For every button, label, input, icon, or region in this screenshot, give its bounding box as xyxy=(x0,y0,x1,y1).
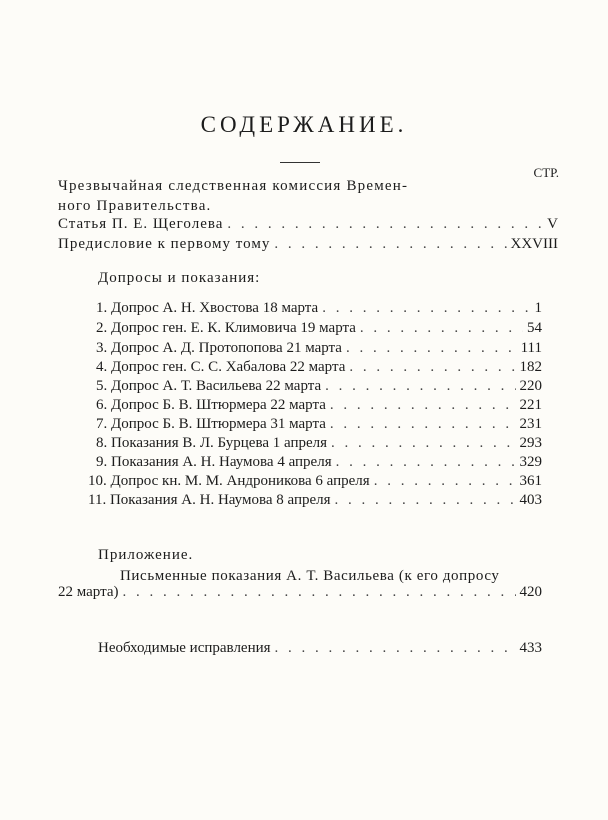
intro-line-2: ного Правительства. xyxy=(58,198,212,214)
leader-dots xyxy=(335,492,516,509)
leader-dots xyxy=(346,340,517,357)
page-title: СОДЕРЖАНИЕ. xyxy=(200,112,408,137)
leader-dots xyxy=(275,640,516,657)
title-rule xyxy=(280,162,320,163)
section-heading-appendix: Приложение. xyxy=(98,547,194,563)
toc-entry-article xyxy=(58,216,558,236)
list-item xyxy=(96,378,542,398)
toc-entry-page: V xyxy=(547,216,558,232)
list-item-page: 361 xyxy=(519,473,542,489)
leader-dots xyxy=(336,454,516,471)
intro-line-1: Чрезвычайная следственная комиссия Времен- xyxy=(58,178,409,194)
leader-dots xyxy=(322,300,530,317)
leader-dots xyxy=(331,435,515,452)
list-item xyxy=(96,416,542,436)
leader-dots xyxy=(360,320,523,337)
appendix-entry-label: 22 марта) xyxy=(58,584,119,600)
leader-dots xyxy=(349,359,515,376)
section-heading-interrogations: Допросы и показания: xyxy=(98,270,261,286)
list-item-page: 403 xyxy=(519,492,542,508)
list-item xyxy=(96,435,542,455)
appendix-line-1: Письменные показания А. Т. Васильева (к его допросу xyxy=(120,568,500,584)
corrections-page: 433 xyxy=(519,640,542,656)
list-item xyxy=(96,397,542,417)
page-column-label: СТР. xyxy=(533,165,559,180)
leader-dots xyxy=(227,216,543,233)
leader-dots xyxy=(325,378,515,395)
list-item-page: 293 xyxy=(519,435,542,451)
leader-dots xyxy=(374,473,516,490)
list-item-label: 10. Допрос кн. М. М. Андроникова 6 апреля xyxy=(88,473,370,489)
appendix-entry xyxy=(58,584,542,604)
list-item xyxy=(96,300,542,320)
list-item-page: 231 xyxy=(519,416,542,432)
list-item-page: 54 xyxy=(527,320,542,336)
toc-entry-page: XXVIII xyxy=(510,236,558,252)
leader-dots xyxy=(274,236,506,253)
leader-dots xyxy=(330,397,516,414)
list-item-page: 221 xyxy=(519,397,542,413)
leader-dots xyxy=(330,416,516,433)
list-item xyxy=(96,320,542,340)
list-item-label: 3. Допрос А. Д. Протопопова 21 марта xyxy=(96,340,342,356)
list-item xyxy=(96,454,542,474)
list-item-label: 7. Допрос Б. В. Штюрмера 31 марта xyxy=(96,416,326,432)
list-item-page: 182 xyxy=(519,359,542,375)
toc-entry-label: Предисловие к первому тому xyxy=(58,236,271,252)
list-item xyxy=(96,340,542,360)
list-item-label: 11. Показания А. Н. Наумова 8 апреля xyxy=(88,492,331,508)
corrections-label: Необходимые исправления xyxy=(98,640,271,656)
list-item xyxy=(96,359,542,379)
list-item-page: 329 xyxy=(519,454,542,470)
list-item-page: 220 xyxy=(519,378,542,394)
list-item-page: 111 xyxy=(520,340,542,356)
leader-dots xyxy=(123,584,516,601)
list-item-label: 4. Допрос ген. С. С. Хабалова 22 марта xyxy=(96,359,346,375)
appendix-entry-page: 420 xyxy=(519,584,542,600)
list-item-label: 2. Допрос ген. Е. К. Климовича 19 марта xyxy=(96,320,356,336)
toc-entry-label: Статья П. Е. Щеголева xyxy=(58,216,224,232)
list-item-label: 5. Допрос А. Т. Васильева 22 марта xyxy=(96,378,322,394)
list-item-label: 1. Допрос А. Н. Хвостова 18 марта xyxy=(96,300,319,316)
list-item-page: 1 xyxy=(534,300,542,316)
corrections-entry xyxy=(98,640,542,660)
list-item-label: 8. Показания В. Л. Бурцева 1 апреля xyxy=(96,435,328,451)
list-item-label: 6. Допрос Б. В. Штюрмера 22 марта xyxy=(96,397,326,413)
toc-entry-preface xyxy=(58,236,558,256)
list-item xyxy=(88,492,542,512)
list-item-label: 9. Показания А. Н. Наумова 4 апреля xyxy=(96,454,332,470)
list-item xyxy=(88,473,542,493)
